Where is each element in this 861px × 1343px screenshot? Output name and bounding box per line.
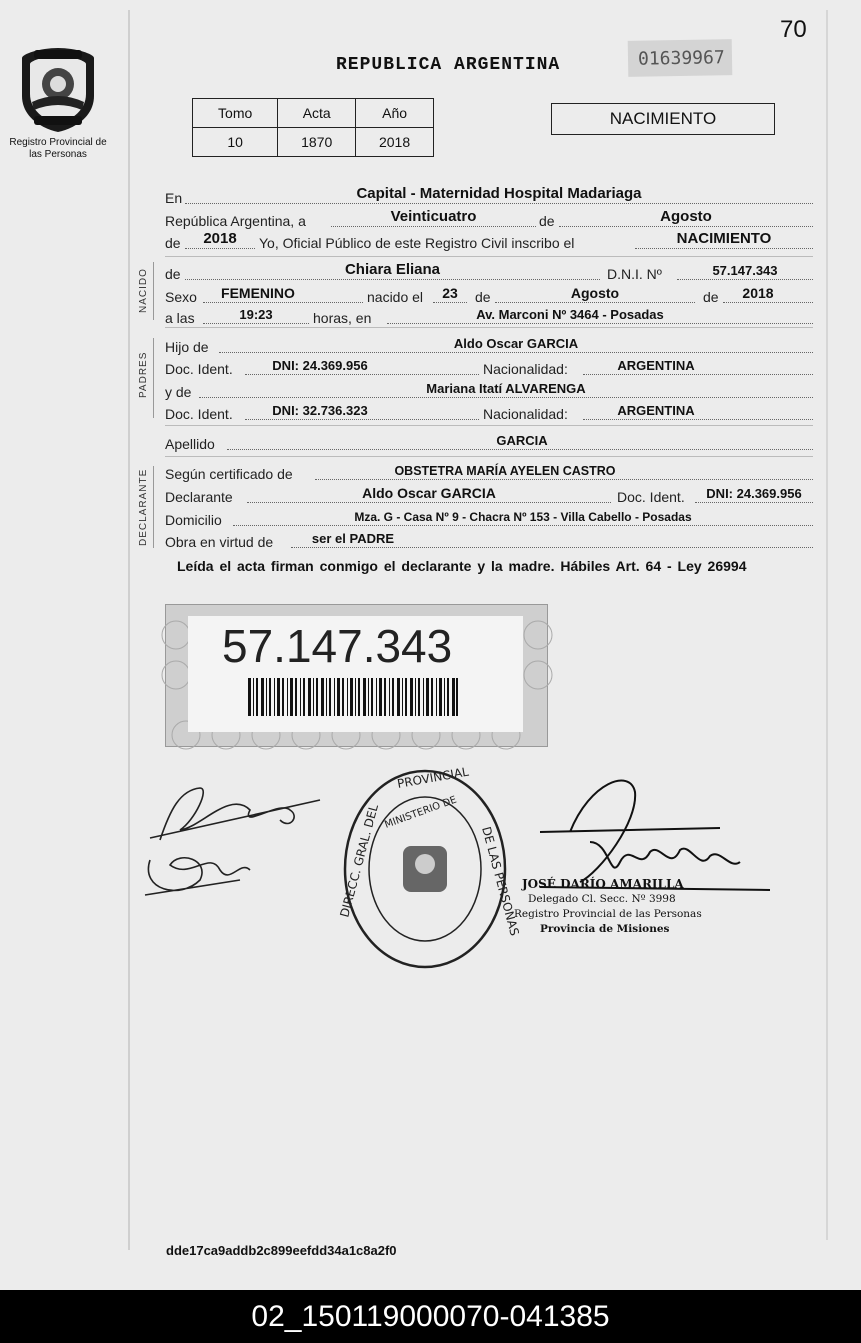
label-nacionalidad-father: Nacionalidad: [483,361,568,377]
row-time-place [165,306,813,326]
margin-line [128,10,130,1250]
row-father-doc [165,357,813,377]
mother-name: Mariana Itatí ALVARENGA [426,381,586,396]
row-sex-birth [165,285,813,305]
birth-time: 19:23 [239,307,273,322]
header-anio: Año [356,99,434,128]
label-de: de [539,213,555,229]
label-dni: D.N.I. Nº [607,266,662,282]
label-de-year: de [165,235,181,251]
label-nacionalidad-mother: Nacionalidad: [483,406,568,422]
signature-declarant-icon [140,770,340,910]
year-value: 2018 [203,230,237,247]
table-header-row [193,99,434,128]
section-padres-label: PADRES [138,351,149,398]
child-dni: 57.147.343 [712,263,778,278]
label-doc-mother: Doc. Ident. [165,406,233,422]
mother-doc: DNI: 32.736.323 [272,403,368,418]
sex-value: FEMENINO [221,285,295,301]
closing-note: Leída el acta firman conmigo el declarante y la madre. Hábiles Art. 64 - Ley 26994 [177,558,747,574]
section-nacido-label: NACIDO [138,268,149,313]
father-name: Aldo Oscar GARCIA [453,336,579,351]
section-declarante-label: DECLARANTE [138,468,149,546]
birth-day: 23 [442,285,458,301]
label-de-yr: de [703,289,719,305]
capacity-value: ser el PADRE [311,531,395,546]
label-de-month: de [475,289,491,305]
officer-name: JOSÉ DARÍO AMARILLA [522,877,684,891]
declarant-name: Aldo Oscar GARCIA [362,485,496,501]
dni-number: 57.147.343 [222,620,453,672]
value-tomo: 10 [193,128,278,157]
certificate-value: OBSTETRA MARÍA AYELEN CASTRO [394,464,616,478]
row-surname [165,432,813,452]
row-year [165,231,813,251]
value-anio: 2018 [356,128,434,157]
row-declarant [165,485,813,505]
header-tomo: Tomo [193,99,278,128]
mother-nationality: ARGENTINA [617,403,695,418]
serial-number: 01639967 [628,39,733,77]
birth-place: Av. Marconi Nº 3464 - Posadas [476,307,664,322]
birth-month: Agosto [570,285,620,301]
label-horas: horas, en [313,310,372,326]
label-domicilio: Domicilio [165,512,222,528]
day-value: Veinticuatro [390,208,477,225]
svg-text:DE LAS PERSONAS: DE LAS PERSONAS [479,825,522,938]
row-date [165,209,813,229]
margin-line-right [826,10,828,1240]
label-y-de: y de [165,384,192,400]
officer-role: Delegado Cl. Secc. Nº 3998 [528,893,676,905]
address-value: Mza. G - Casa Nº 9 - Chacra Nº 153 - Villa Cabello - Posadas [354,510,692,524]
province-shield-icon [18,44,98,134]
row-mother [165,380,813,400]
label-doc-father: Doc. Ident. [165,361,233,377]
value-acta: 1870 [278,128,356,157]
act-type-box: NACIMIENTO [551,103,775,135]
officer-text: Yo, Oficial Público de este Registro Civil inscribo el [259,235,575,251]
label-en: En [165,190,183,206]
label-obra: Obra en virtud de [165,534,274,550]
registry-table [192,98,434,157]
row-mother-doc [165,402,813,422]
label-hijo-de: Hijo de [165,339,209,355]
surname-value: GARCIA [496,433,548,448]
label-republica: República Argentina, a [165,213,306,229]
father-nationality: ARGENTINA [617,358,695,373]
header-acta: Acta [278,99,356,128]
svg-text:DIRECC. GRAL. DEL: DIRECC. GRAL. DEL [337,802,381,919]
label-sexo: Sexo [165,289,197,305]
row-father [165,335,813,355]
inscription-type: NACIMIENTO [676,230,772,247]
label-doc-declarant: Doc. Ident. [617,489,685,505]
page-number: 70 [780,16,807,43]
officer-province: Provincia de Misiones [540,923,670,935]
birth-year: 2018 [742,285,774,301]
row-address [165,508,813,528]
document-title: REPUBLICA ARGENTINA [336,55,561,75]
row-capacity [165,530,813,550]
svg-text:PROVINCIAL: PROVINCIAL [396,764,470,791]
official-stamp-icon [337,764,522,970]
officer-signature-block [514,877,702,937]
declarant-doc: DNI: 24.369.956 [706,486,802,501]
child-name: Chiara Eliana [344,261,441,278]
label-de-name: de [165,266,181,282]
label-declarante: Declarante [165,489,233,505]
place-value: Capital - Maternidad Hospital Madariaga [356,185,642,202]
table-row [193,128,434,157]
label-apellido: Apellido [165,436,215,452]
row-child-name [165,262,813,282]
registry-caption: Registro Provincial de las Personas [9,137,107,160]
label-certificado: Según certificado de [165,466,293,482]
row-certificate [165,462,813,482]
father-doc: DNI: 24.369.956 [272,358,368,373]
document-hash: dde17ca9addb2c899eefdd34a1c8a2f0 [166,1243,397,1258]
label-nacido-el: nacido el [367,289,424,305]
barcode-icon [248,678,458,716]
row-place [165,186,813,206]
label-a-las: a las [165,310,195,326]
officer-org: Registro Provincial de las Personas [514,908,702,920]
month-value: Agosto [660,208,712,225]
svg-text:MINISTERIO DE: MINISTERIO DE [383,794,459,831]
signature-officer-icon [510,772,780,890]
footer-code: 02_150119000070-041385 [0,1290,861,1343]
